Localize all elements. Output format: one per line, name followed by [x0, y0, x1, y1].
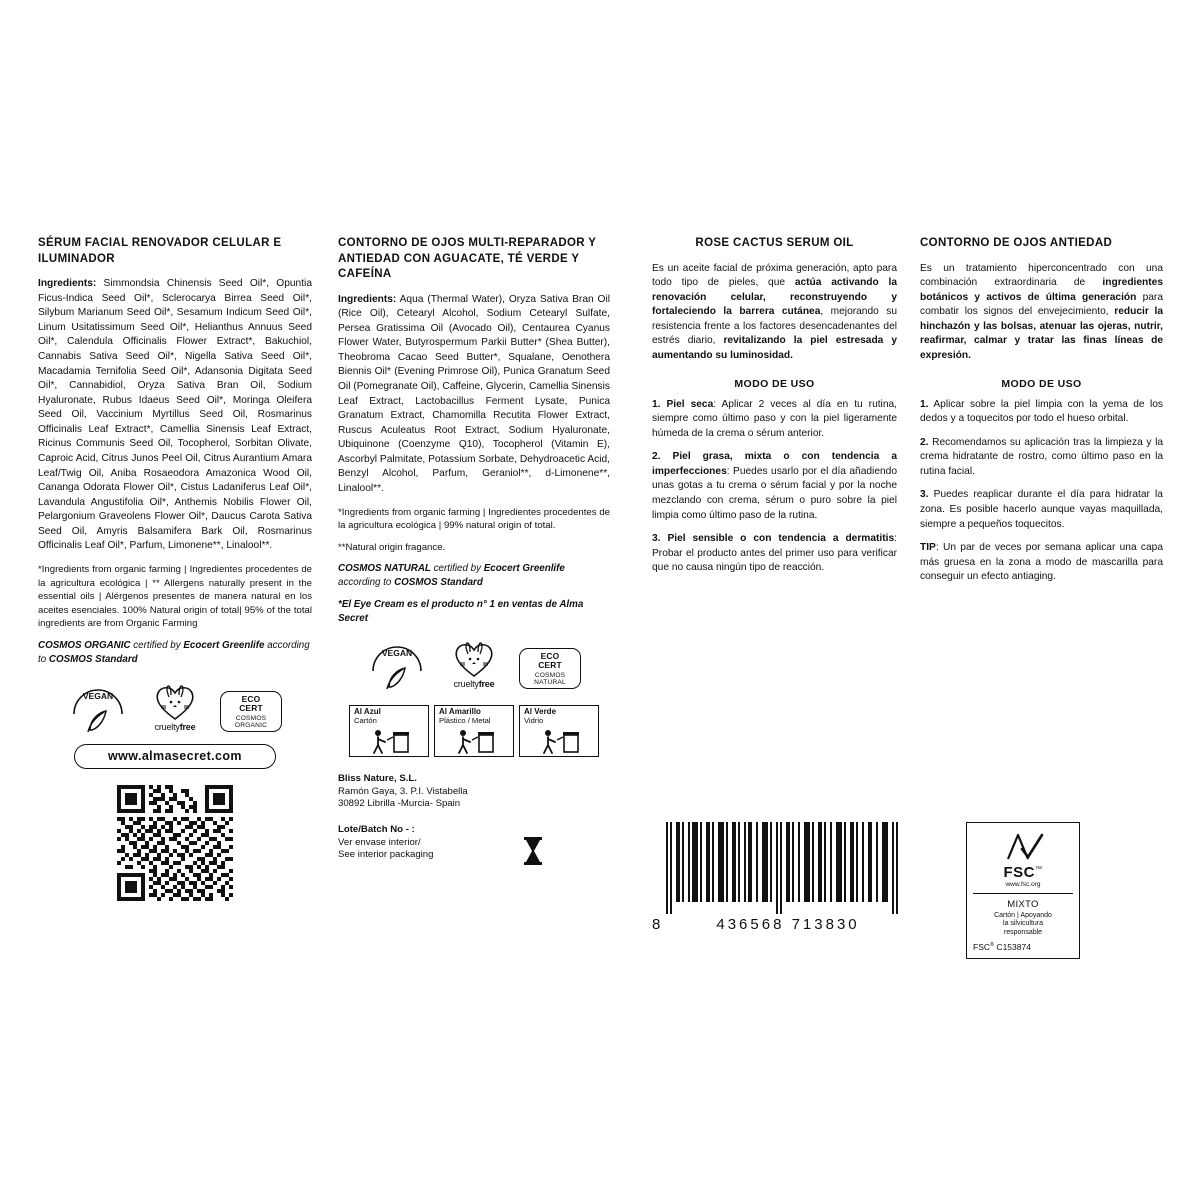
col2-certification [338, 562, 610, 590]
bin-person-icon-2 [534, 728, 584, 754]
col2-claim-text: *El Eye Cream es el producto n° 1 en ventas de Alma Secret [338, 599, 584, 625]
col1-title: SÉRUM FACIAL RENOVADOR CELULAR E ILUMINADOR [38, 237, 282, 265]
col3-usage-heading: MODO DE USO [734, 377, 815, 390]
recycle-sub-1: Plástico / Metal [439, 716, 491, 726]
batch-line-2: See interior packaging [338, 849, 434, 861]
col2-cert-pre: COSMOS NATURAL [338, 563, 431, 575]
barcode-digits [652, 916, 910, 933]
col3-desc-b1: actúa activando la renovación celular, reconstruyendo y fortaleciendo la barrera cutánea [652, 277, 898, 318]
fsc-desc-1: Cartón | Apoyando [994, 912, 1052, 919]
fsc-desc-2: la silvicultura [1002, 920, 1044, 928]
hourglass-icon [522, 836, 544, 866]
col4-description [920, 262, 1163, 364]
qr-code[interactable] [117, 785, 233, 901]
recycle-box-amarillo [434, 705, 514, 757]
ecocert-badge-2 [519, 648, 581, 689]
barcode-lead-digit: 8 [652, 916, 662, 933]
ecocert-badge [220, 691, 282, 732]
ecocert-icon-2 [519, 648, 581, 689]
col2-title: CONTORNO DE OJOS MULTI-REPARADOR Y ANTIEDAD CON AGUACATE, TÉ VERDE Y CAFEÍNA [338, 237, 597, 281]
recycle-box-verde [519, 705, 599, 757]
svg-text:VEGAN: VEGAN [82, 691, 114, 702]
col3-description [652, 262, 897, 364]
fsc-certification [966, 822, 1080, 959]
col1-footnote: *Ingredients from organic farming | Ingredientes procedentes de la agricultura ecológica | ** Allergens naturally present in the essential oils | Alérgenos presentes de manera natural en los aceites esenciales. 100% Natural origin of total| 95% of the total ingredients are from Organic Farming [38, 564, 312, 630]
col4-tip-label: TIP [920, 542, 936, 554]
col3-step-2-text: : Puedes usarlo por el día añadiendo unas gotas a tu crema o sérum facial y por la noche mezclando con crema, sérum o puro sobre la piel limpia como último paso de la rutina. [652, 465, 897, 521]
rabbit-heart-icon-2 [451, 638, 497, 678]
fsc-code [971, 942, 1075, 952]
col1-certification [38, 639, 312, 667]
col2-claim [338, 598, 610, 626]
rabbit-heart-icon [152, 681, 198, 721]
column-rose-cactus-serum [652, 236, 897, 585]
cruelty-free-label-2 [443, 679, 505, 689]
bin-person-icon-0 [364, 728, 414, 754]
col1-cert-mid: certified by [130, 640, 184, 652]
col3-step-1-bold: Piel seca [666, 398, 714, 410]
fsc-divider [973, 893, 1073, 894]
address-line-2: 30892 Librilla -Murcia- Spain [338, 797, 461, 809]
col2-ingredients [338, 293, 610, 497]
batch-info [338, 824, 610, 861]
fsc-tree-checkmark-icon [1002, 829, 1044, 863]
col4-desc-2: para combatir los signos del envejecimiento, [920, 291, 1163, 318]
col4-step-3-num: 3. [920, 489, 929, 501]
fsc-tm: ™ [1035, 866, 1043, 873]
manufacturer-address [338, 773, 610, 810]
col4-step-1 [920, 398, 1163, 427]
col4-usage-heading: MODO DE USO [1001, 377, 1082, 390]
col1-ingredients-label: Ingredients: [38, 278, 97, 290]
free-word: free [179, 721, 196, 732]
recycle-sub-2: Vidrio [524, 716, 544, 726]
vegan-badge [68, 686, 130, 732]
batch-label: Lote/Batch No - : [338, 824, 415, 836]
recycle-title-1: Al Amarillo [439, 707, 481, 717]
col3-desc-b2: revitalizando la piel estresada y aumentando su luminosidad. [652, 335, 897, 361]
fsc-url: www.fsc.org [1005, 881, 1041, 888]
col1-cert-pre: COSMOS ORGANIC [38, 640, 131, 652]
col1-ingredients [38, 277, 312, 554]
col2-fragrance-note: **Natural origin fragance. [338, 541, 446, 553]
col4-desc-b2: reducir la hinchazón y las bolsas, atenuar las ojeras, nutrir, reafirmar, calmar y tratar las finas líneas de expresión. [920, 306, 1163, 361]
vegan-badge-2 [367, 643, 429, 689]
eco-sub: COSMOS ORGANIC [234, 714, 268, 729]
col3-step-3-text: : Probar el producto antes del primer uso para verificar que no causa ningún tipo de reacción. [652, 533, 897, 574]
cruelty-free-badge [144, 681, 206, 732]
batch-line-1: Ver envase interior/ [338, 836, 421, 848]
fsc-name-text: FSC [1003, 864, 1035, 881]
cruelty-word-2: cruelty [453, 679, 479, 690]
column-contorno-ojos-ingredients [338, 236, 610, 862]
col1-ingredients-list: Simmondsia Chinensis Seed Oil*, Opuntia Ficus-Indica Seed Oil*, Sclerocarya Birrea Seed Oil*, Silybum Marianum Seed Oil*, Sesamum Indicum Seed Oil*, Linum Usitatissimum Seed Oil*, Helianthus Annuus Seed Oil*, Calendula Officinalis Flower Extract*, Bakuchiol, Cannabis Sativa Seed Oil*, Nigella Sativa Seed Oil*, Macadamia Ternifolia Seed Oil*, Adansonia Digitata Seed Oil*, Cannabidiol, Oryza Sativa Bran Oil, Sodium Hyaluronate, Rubus Idaeus Seed Oil*, Moringa Oleifera Seed Oil, Vaccinium Myrtillus Seed Oil, Rosmarinus Officinalis Leaf Extract*, Camellia Sinensis Leaf Extract, Ricinus Communis Seed Oil, Tocopherol, Sorbitan Olivate, Caproic Acid, Citrus Junos Peel Oil, Citrus Aurantium Amara Leaf/Twig Oil, Aniba Rosaeodora Amazonica Wood Oil, Cananga Odorata Flower Oil*, Cistus Ladaniferus Leaf Oil*, Lavandula Angustifolia Oil*, Anthemis Nobilis Flower Oil, Pelargonium Graveolens Flower Oil*, Daucus Carota Sativa Seed Oil, Amyris Balsamifera Bark Oil, Rosmarinus Officinalis Leaf Oil*, Parfum, Limonene**, Linalool**. [38, 278, 312, 552]
col3-desc-1: Es un aceite facial de próxima generación, apto para todo tipo de pieles, que [652, 262, 897, 289]
barcode [652, 822, 910, 933]
col1-cert-post: according to [38, 640, 310, 665]
eco-line1-2: ECO [540, 651, 560, 662]
recycle-box-azul [349, 705, 429, 757]
col4-step-2-text: Recomendamos su aplicación tras la limpieza y la crema hidratante de rostro, como último paso en la rutina facial. [920, 436, 1163, 477]
col4-title: CONTORNO DE OJOS ANTIEDAD [920, 237, 1113, 249]
col3-step-2-bold: Piel grasa, mixta o con tendencia a imperfecciones [652, 451, 897, 477]
website-url[interactable]: www.almasecret.com [74, 744, 276, 769]
col4-step-3-text: Puedes reaplicar durante el día para hidratar la zona. Es posible hacerlo aunque vayas maquillada, siempre a pequeños toquecitos. [920, 489, 1163, 530]
recycle-title-2: Al Verde [524, 707, 557, 717]
col4-step-2-num: 2. [920, 436, 929, 448]
col4-step-3 [920, 488, 1163, 532]
fsc-code-sup: ® [990, 942, 995, 949]
bin-person-icon-1 [449, 728, 499, 754]
fsc-code-number: C153874 [994, 942, 1031, 953]
col4-tip [920, 541, 1163, 585]
ecocert-icon [220, 691, 282, 732]
fsc-name [971, 865, 1075, 880]
col3-step-2 [652, 450, 897, 523]
col4-step-1-text: Aplicar sobre la piel limpia con la yema de los dedos y a toquecitos por todo el hueso orbital. [920, 398, 1163, 425]
vegan-icon-2 [367, 643, 427, 689]
svg-text:VEGAN: VEGAN [381, 648, 413, 659]
col3-step-2-num: 2. [652, 451, 661, 463]
col2-footnote: *Ingredients from organic farming | Ingredientes procedentes de la agricultura ecológica | 99% natural origin of total. [338, 506, 610, 532]
col1-cert-standard: COSMOS Standard [48, 653, 138, 665]
company-name: Bliss Nature, S.L. [338, 773, 417, 785]
address-line-1: Ramón Gaya, 3. P.I. Vistabella [338, 785, 468, 797]
eco-line2: CERT [239, 702, 263, 713]
column-contorno-ojos-antiedad [920, 236, 1163, 594]
col3-step-1-num: 1. [652, 398, 661, 410]
recycle-sub-0: Cartón [354, 716, 377, 726]
barcode-number: 436568 713830 [716, 916, 860, 933]
col2-cert-post: according to [338, 577, 395, 589]
cruelty-free-badge-2 [443, 638, 505, 689]
col4-tip-text: : Un par de veces por semana aplicar una capa más gruesa en la zona a modo de mascarilla para conseguir un efecto antiaging. [920, 542, 1163, 583]
barcode-bars [652, 822, 910, 914]
col2-badges [338, 638, 610, 689]
cruelty-word: cruelty [154, 721, 180, 732]
col3-step-3 [652, 532, 897, 576]
recycling-instructions [338, 705, 610, 757]
col3-step-3-num: 3. [652, 533, 661, 545]
column-serum-facial [38, 236, 312, 901]
fsc-description [971, 912, 1075, 937]
eco-line2-2: CERT [538, 660, 562, 671]
fsc-desc-3: responsable [1003, 928, 1043, 936]
col3-title: ROSE CACTUS SERUM OIL [695, 237, 854, 249]
eco-sub-2: COSMOS NATURAL [534, 671, 566, 687]
col2-cert-body: Ecocert Greenlife [483, 563, 565, 575]
fsc-code-prefix: FSC [973, 942, 990, 953]
col3-step-1-text: : Aplicar 2 veces al día en tu rutina, siempre como último paso y con la piel ligeramente húmeda de la crema o sérum anterior. [652, 398, 897, 439]
vegan-icon [68, 686, 128, 732]
col1-cert-body: Ecocert Greenlife [183, 640, 265, 652]
eco-line1: ECO [241, 694, 261, 705]
col4-step-1-num: 1. [920, 398, 929, 410]
recycle-title-0: Al Azul [354, 707, 381, 717]
col4-step-2 [920, 436, 1163, 480]
cruelty-free-label [144, 722, 206, 732]
col2-cert-standard: COSMOS Standard [394, 577, 483, 589]
col2-cert-mid: certified by [430, 563, 484, 575]
col3-step-1 [652, 398, 897, 442]
col2-ingredients-label: Ingredients: [338, 293, 397, 305]
fsc-mixto: MIXTO [1007, 899, 1039, 910]
free-word-2: free [478, 679, 495, 690]
col4-desc-b1: ingredientes botánicos y activos de última generación [920, 277, 1163, 303]
col3-desc-2: , mejorando su resistencia frente a los factores desencadenantes del estrés diario, [652, 306, 897, 347]
col2-ingredients-list: Aqua (Thermal Water), Oryza Sativa Bran Oil (Rice Oil), Cetearyl Alcohol, Sodium Cetearyl Sulfate, Persea Gratissima Oil (Avocado Oil), Centaurea Cyanus Flower Water, Butyrospermum Parkii Butter* (Shea Butter), Theobroma Cacao Seed Butter*, Squalane, Oenothera Biennis Oil* (Evening Primrose Oil), Punica Granatum Seed Oil (Pomegranate Oil), Caffeine, Glycerin, Camellia Sinensis Leaf Extract, Lactobacillus Ferment Lysate, Punica Granatum Extract, Chamomilla Recutita Flower Extract, Ruscus Aculeatus Root Extract, Sodium Hyaluronate, Ubiquinone (Coenzyme Q10), Tocopherol (Vitamin E), Ascorbyl Palmitate, Potassium Sorbate, Dehydroacetic Acid, Benzyl Alcohol, Parfum, Geraniol**, d-Limonene**, Linalool**. [338, 293, 610, 495]
col1-badges [38, 681, 312, 732]
col4-desc-1: Es un tratamiento hiperconcentrado con una combinación extraordinaria de [920, 262, 1163, 289]
col3-step-3-bold: Piel sensible o con tendencia a dermatitis [667, 533, 895, 545]
